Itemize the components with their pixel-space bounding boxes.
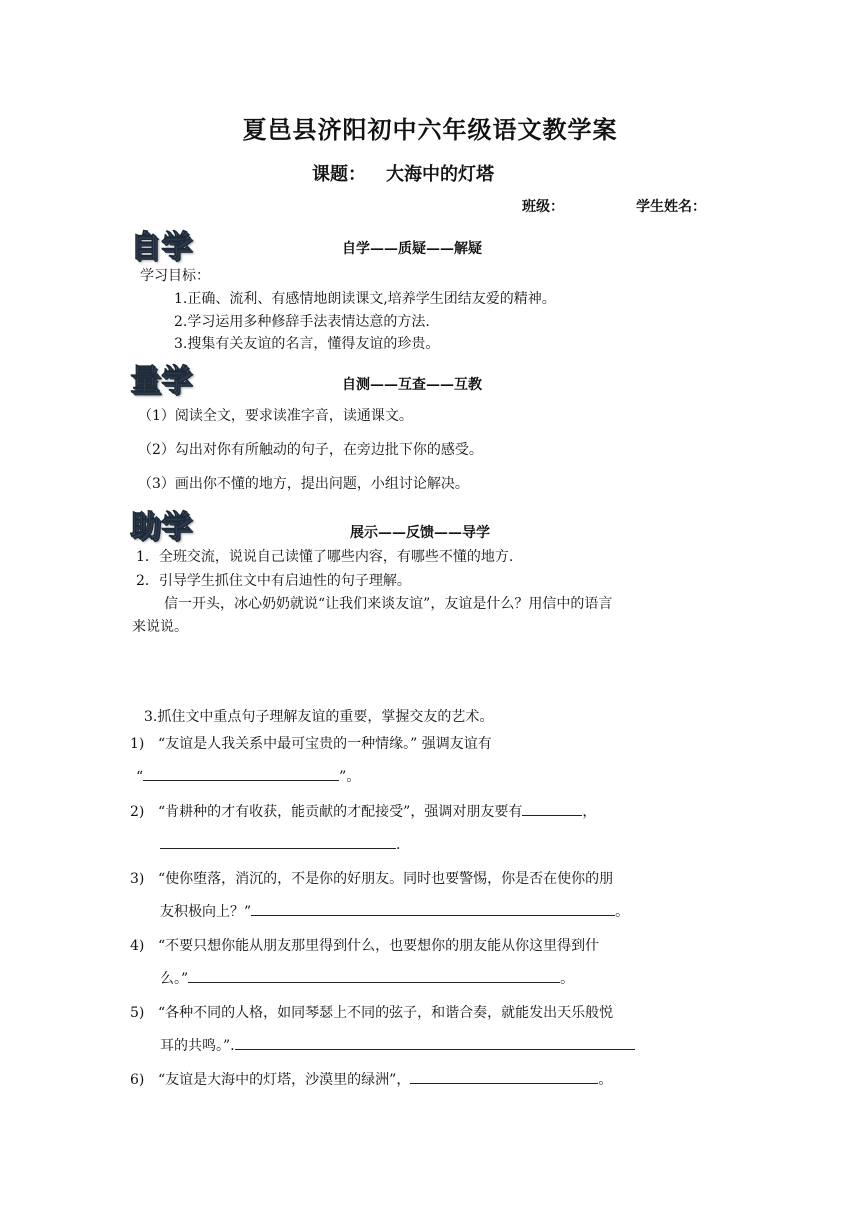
practice-item: （3）画出你不懂的地方，提出问题，小组讨论解决。 — [138, 476, 469, 492]
letter-question-line1: 信一开头，冰心奶奶就说“让我们来谈友谊”，友谊是什么？用信中的语言 — [164, 596, 613, 612]
guided-item: 1．全班交流，说说自己读懂了哪些内容，有哪些不懂的地方. — [136, 549, 514, 565]
guided-study-heading: 展示——反馈——导学 — [350, 525, 490, 541]
question-text: 友积极向上？” — [160, 904, 252, 920]
question-number: 3) — [130, 871, 145, 887]
period: . — [396, 837, 401, 853]
practice-badge: 量学 — [130, 363, 192, 398]
lesson-title — [312, 160, 494, 186]
question-2 — [130, 801, 596, 821]
close-quote: ”。 — [339, 769, 361, 785]
question-text: 么。” — [160, 971, 189, 987]
practice-item: （1）阅读全文，要求读准字音，读通课文。 — [138, 408, 413, 424]
goal-item: 1.正确、流利、有感情地朗读课文,培养学生团结友爱的精神。 — [174, 291, 556, 307]
question-text: “友谊是人我关系中最可宝贵的一种情缘。” 强调友谊有 — [158, 736, 492, 752]
lesson-name: 大海中的灯塔 — [386, 164, 494, 185]
question-text: “友谊是大海中的灯塔，沙漠里的绿洲”， — [158, 1072, 411, 1088]
letter-question-line2: 来说说。 — [132, 619, 188, 635]
question-number: 6) — [130, 1072, 145, 1088]
answer-blank[interactable] — [522, 801, 582, 816]
answer-blank[interactable] — [410, 1069, 598, 1084]
goal-item: 3.搜集有关友谊的名言，懂得友谊的珍贵。 — [174, 336, 440, 352]
goal-item: 2.学习运用多种修辞手法表情达意的方法. — [174, 314, 430, 330]
question-1 — [130, 733, 492, 753]
question-5 — [130, 1002, 613, 1022]
lesson-label: 课题： — [312, 164, 366, 185]
question-1-answer — [136, 766, 360, 786]
document-title: 夏邑县济阳初中六年级语文教学案 — [242, 116, 618, 144]
guided-item: 2．引导学生抓住文中有启迪性的句子理解。 — [136, 573, 411, 589]
question-text: “各种不同的人格，如同琴瑟上不同的弦子，和谐合奏，就能发出天乐般悦 — [158, 1005, 614, 1021]
question-text: 耳的共鸣。”. — [160, 1038, 235, 1054]
self-study-heading: 自学——质疑——解疑 — [342, 241, 482, 257]
comma: ， — [582, 804, 597, 820]
student-name-label: 学生姓名： — [636, 199, 706, 215]
part3-heading: 3.抓住文中重点句子理解友谊的重要，掌握交友的艺术。 — [144, 709, 494, 725]
answer-blank[interactable] — [160, 834, 396, 849]
period: 。 — [598, 1072, 613, 1088]
goals-label: 学习目标： — [140, 268, 210, 284]
question-3 — [130, 868, 613, 888]
answer-blank[interactable] — [188, 968, 560, 983]
question-number: 2) — [130, 804, 145, 820]
question-4 — [130, 935, 599, 955]
period: 。 — [560, 971, 575, 987]
practice-heading: 自测——互查——互教 — [342, 377, 482, 393]
answer-blank[interactable] — [143, 766, 339, 781]
class-label: 班级： — [522, 199, 564, 215]
question-text: “不要只想你能从朋友那里得到什么，也要想你的朋友能从你这里得到什 — [158, 938, 600, 954]
question-text: “肯耕种的才有收获，能贡献的才配接受”，强调对朋友要有 — [158, 804, 523, 820]
practice-item: （2）勾出对你有所触动的句子，在旁边批下你的感受。 — [138, 442, 483, 458]
question-number: 4) — [130, 938, 145, 954]
answer-blank[interactable] — [235, 1035, 635, 1050]
question-text: “使你堕落，消沉的，不是你的好朋友。同时也要警惕，你是否在使你的朋 — [158, 871, 614, 887]
guided-study-badge: 助学 — [130, 509, 192, 544]
question-number: 5) — [130, 1005, 145, 1021]
question-2-answer — [160, 834, 400, 853]
question-3-line2 — [160, 901, 629, 921]
period: 。 — [615, 904, 630, 920]
answer-blank[interactable] — [251, 901, 615, 916]
question-4-line2 — [160, 968, 574, 988]
question-number: 1) — [130, 736, 145, 752]
open-quote: “ — [136, 769, 144, 785]
question-5-line2 — [160, 1035, 635, 1055]
question-6 — [130, 1069, 612, 1089]
self-study-badge: 自学 — [130, 229, 192, 264]
